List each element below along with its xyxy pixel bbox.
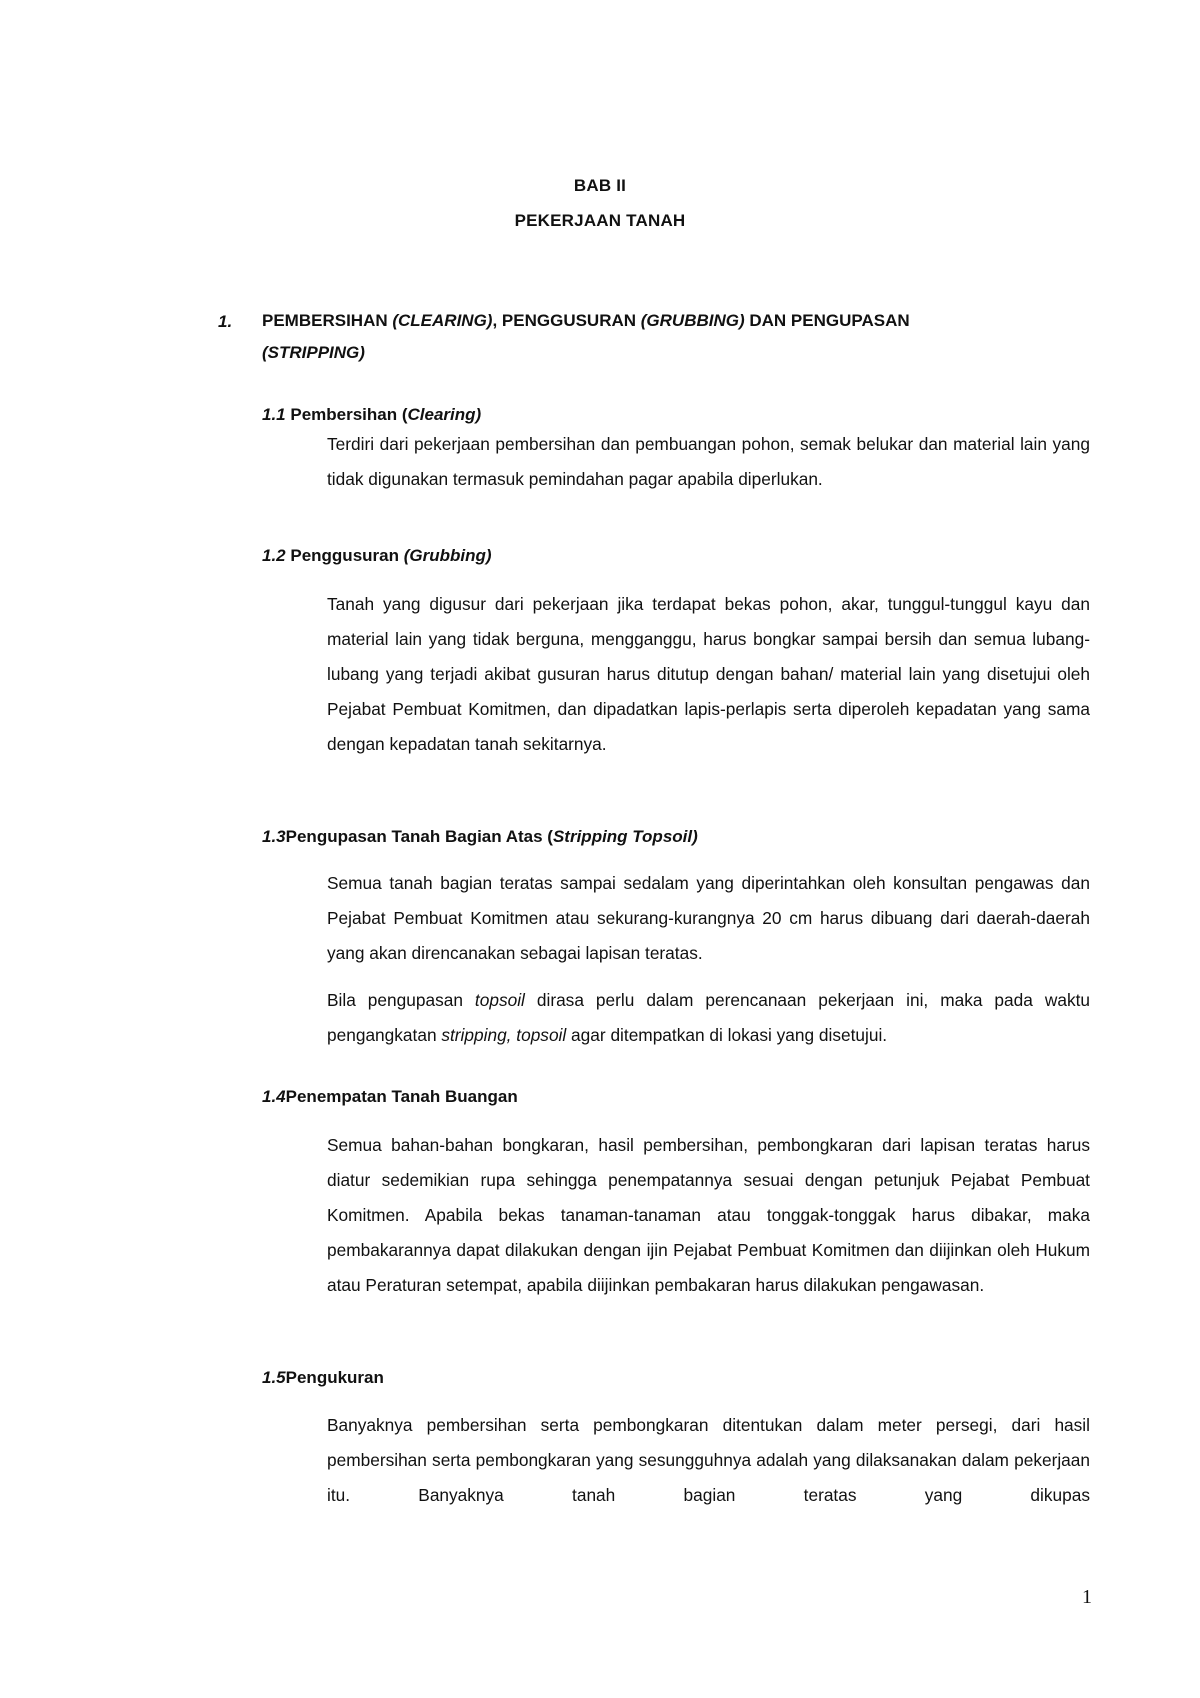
- chapter-label: BAB II: [573, 176, 627, 195]
- subsection-1-3-body-1: Semua tanah bagian teratas sampai sedalam yang diperintahkan oleh konsultan pengawas dan Pejabat Pembuat Komitmen atau sekurang-kurangnya 20 cm harus dibuang dari daerah-daerah yang akan direncanakan sebagai lapisan teratas.: [327, 873, 1090, 963]
- subsection-1-3-heading: [262, 827, 698, 847]
- heading-part-italic: (CLEARING): [392, 311, 493, 330]
- page-number: 1: [1082, 1586, 1092, 1608]
- body-text: agar ditempatkan di lokasi yang disetujui.: [566, 1025, 888, 1045]
- heading-part-italic: (GRUBBING): [640, 311, 745, 330]
- subsection-number: 1.4: [262, 1087, 286, 1106]
- heading-part: DAN PENGUPASAN: [744, 311, 910, 330]
- subsection-title: Pengukuran: [285, 1368, 384, 1387]
- subsection-1-5-heading: [262, 1368, 384, 1388]
- body-text-italic: stripping, topsoil: [441, 1025, 567, 1045]
- subsection-number: 1.3: [262, 827, 286, 846]
- body-text-italic: topsoil: [474, 990, 525, 1010]
- subsection-title: Pembersihan (: [285, 405, 408, 424]
- subsection-1-1-body: Terdiri dari pekerjaan pembersihan dan pembuangan pohon, semak belukar dan material lain yang tidak digunakan termasuk pemindahan pagar apabila diperlukan.: [327, 434, 1090, 489]
- subsection-1-2-body: Tanah yang digusur dari pekerjaan jika terdapat bekas pohon, akar, tunggul-tunggul kayu dan material lain yang tidak berguna, mengganggu, harus bongkar sampai bersih dan semua lubang-lubang yang terjadi akibat gusuran harus ditutup dengan bahan/ material lain yang disetujui oleh Pejabat Pembuat Komitmen, dan dipadatkan lapis-perlapis serta diperoleh kepadatan yang sama dengan kepadatan tanah sekitarnya.: [327, 594, 1090, 754]
- subsection-title-italic: Stripping Topsoil): [552, 827, 698, 846]
- subsection-number: 1.5: [262, 1368, 286, 1387]
- subsection-1-4-body: Semua bahan-bahan bongkaran, hasil pembersihan, pembongkaran dari lapisan teratas harus diatur sedemikian rupa sehingga penempatannya sesuai dengan petunjuk Pejabat Pembuat Komitmen. Apabila bekas tanaman-tanaman atau tonggak-tonggak harus dibakar, maka pembakarannya dapat dilakukan dengan ijin Pejabat Pembuat Komitmen dan diijinkan oleh Hukum atau Peraturan setempat, apabila diijinkan pembakaran harus dilakukan pengawasan.: [327, 1135, 1090, 1295]
- subsection-1-5-body: Banyaknya pembersihan serta pembongkaran ditentukan dalam meter persegi, dari hasil pembersihan serta pembongkaran yang sesungguhnya adalah yang dilaksanakan dalam pekerjaan itu. Banyaknya tanah bagian teratas yang dikupas: [327, 1415, 1090, 1505]
- subsection-1-2-heading: [262, 546, 492, 566]
- subsection-1-1-heading: [262, 405, 481, 425]
- subsection-title: Penempatan Tanah Buangan: [285, 1087, 518, 1106]
- heading-part-italic: (STRIPPING): [262, 343, 365, 362]
- body-text: Bila pengupasan: [327, 990, 475, 1010]
- heading-part: PEMBERSIHAN: [262, 311, 393, 330]
- subsection-1-3-body-2: [327, 983, 1090, 1053]
- subsection-title-italic: Clearing): [407, 405, 482, 424]
- subsection-title: Penggusuran: [285, 546, 404, 565]
- heading-part: , PENGGUSURAN: [492, 311, 641, 330]
- subsection-title: Pengupasan Tanah Bagian Atas (: [285, 827, 553, 846]
- body-text: dirasa perlu dalam perencanaan pekerjaan ini, maka pada waktu pengangkatan: [327, 990, 1090, 1045]
- section-1-heading: [262, 305, 1092, 369]
- section-1-number: 1.: [218, 312, 233, 331]
- subsection-number: 1.1: [262, 405, 286, 424]
- chapter-title: PEKERJAAN TANAH: [514, 211, 686, 230]
- subsection-number: 1.2: [262, 546, 286, 565]
- subsection-1-4-heading: [262, 1087, 518, 1107]
- subsection-title-italic: (Grubbing): [403, 546, 492, 565]
